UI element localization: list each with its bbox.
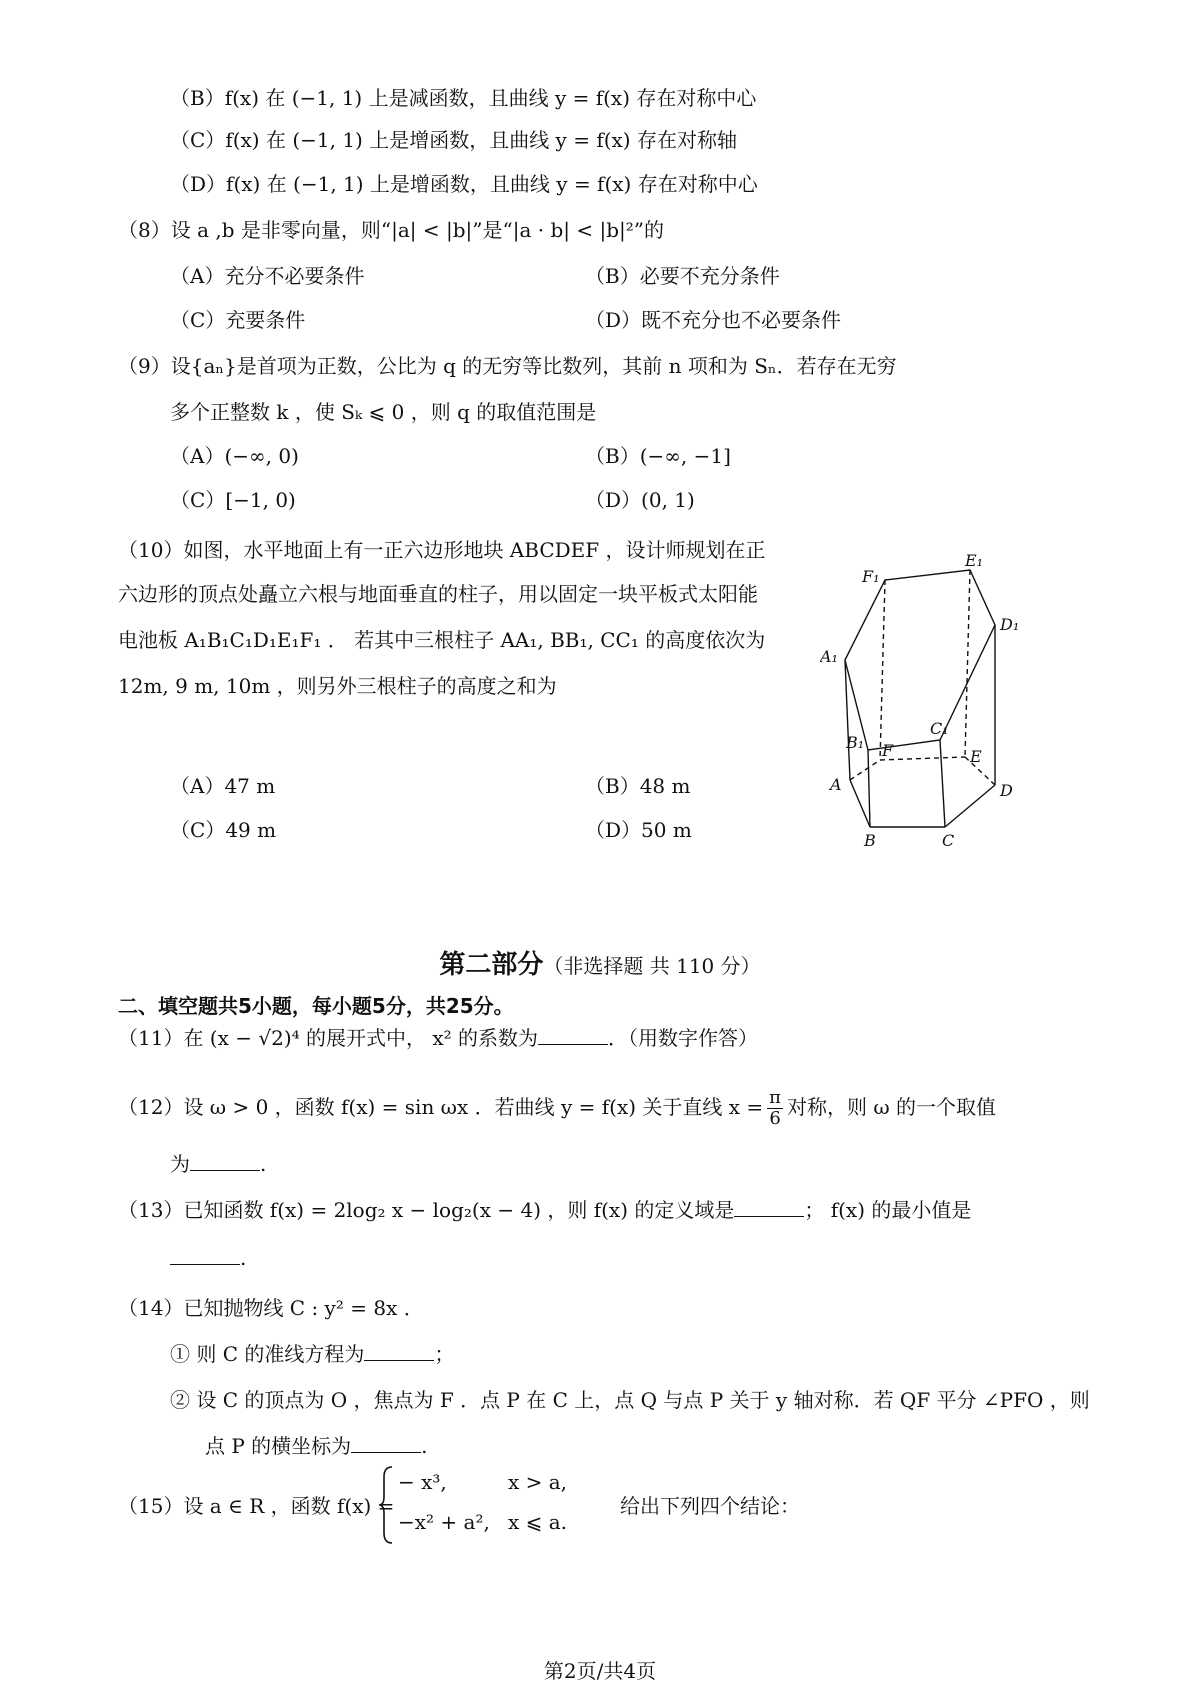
q13-minimum-blank[interactable] [170, 1246, 240, 1265]
q10-option-d: （D）50 m [585, 818, 692, 842]
q8-stem: （8）设 a ,b 是非零向量，则“|a| < |b|”是“|a · b| < |b|²”的 [118, 218, 664, 242]
q7-option-d: （D）f(x) 在 (−1, 1) 上是增函数，且曲线 y = f(x) 存在对称中心 [170, 172, 758, 196]
q8-option-b: （B）必要不充分条件 [585, 264, 780, 288]
q10-stem-line1: （10）如图，水平地面上有一正六边形地块 ABCDEF ，设计师规划在正 [118, 538, 766, 562]
q7-option-b: （B）f(x) 在 (−1, 1) 上是减函数，且曲线 y = f(x) 存在对称中心 [170, 86, 757, 110]
label-d1: D₁ [1000, 615, 1020, 634]
q14-stem: （14）已知抛物线 C : y² = 8x ． [118, 1296, 424, 1320]
q14-part2-line1: ② 设 C 的顶点为 O ，焦点为 F ．点 P 在 C 上，点 Q 与点 P 关于 y 轴对称．若 QF 平分 ∠PFO ，则 [170, 1388, 1090, 1412]
q12-answer-blank[interactable] [190, 1152, 260, 1171]
label-f: F [882, 741, 894, 760]
q10-stem-line3: 电池板 A₁B₁C₁D₁E₁F₁ ． 若其中三根柱子 AA₁, BB₁, CC₁ 的高度依次为 [118, 628, 766, 652]
hexagonal-prism-figure [820, 550, 1040, 850]
label-b: B [864, 831, 876, 850]
q9-stem-line2: 多个正整数 k ，使 Sₖ ⩽ 0 ，则 q 的取值范围是 [170, 400, 597, 424]
q9-option-d: （D）(0, 1) [585, 488, 695, 512]
label-a1: A₁ [820, 647, 838, 666]
q9-option-c: （C）[−1, 0) [170, 488, 296, 512]
q13-line2: . [170, 1244, 246, 1272]
q8-option-a: （A）充分不必要条件 [170, 264, 365, 288]
q7-option-c: （C）f(x) 在 (−1, 1) 上是增函数，且曲线 y = f(x) 存在对称轴 [170, 128, 737, 152]
q15-case2: −x² + a², x ⩽ a. [398, 1510, 568, 1534]
q13: （13）已知函数 f(x) = 2log₂ x − log₂(x − 4) ，则 f(x) 的定义域是 ； f(x) 的最小值是 [118, 1198, 972, 1222]
label-e: E [970, 747, 982, 766]
q12-fraction: $\frac{\pi}{6}$ [769, 1087, 781, 1129]
q8-option-d: （D）既不充分也不必要条件 [585, 308, 842, 332]
q9-option-a: （A）(−∞, 0) [170, 444, 299, 468]
q10-stem-line4: 12m, 9 m, 10m ，则另外三根柱子的高度之和为 [118, 674, 557, 698]
q15-brace [378, 1465, 394, 1545]
label-f1: F₁ [862, 567, 880, 586]
label-a: A [830, 775, 842, 794]
q9-stem-line1: （9）设{aₙ}是首项为正数，公比为 q 的无穷等比数列，其前 n 项和为 Sₙ．若存在无穷 [118, 354, 897, 378]
label-c1: C₁ [930, 719, 949, 738]
q11: （11）在 (x − √2)⁴ 的展开式中， x² 的系数为 ．（用数字作答） [118, 1026, 759, 1050]
q14-part1: ① 则 C 的准线方程为 ； [170, 1342, 455, 1366]
part2-title: 第二部分（非选择题 共 110 分） [439, 950, 761, 980]
q10-stem-line2: 六边形的顶点处矗立六根与地面垂直的柱子，用以固定一块平板式太阳能 [118, 582, 758, 606]
label-c: C [942, 831, 955, 850]
q10-option-c: （C）49 m [170, 818, 277, 842]
q14-part2-line2: 点 P 的横坐标为 . [205, 1434, 428, 1458]
q13-domain-blank[interactable] [734, 1198, 804, 1217]
q10-option-a: （A）47 m [170, 774, 276, 798]
q9-option-b: （B）(−∞, −1] [585, 444, 731, 468]
q11-answer-blank[interactable] [538, 1026, 608, 1045]
q12: （12）设 ω > 0 ，函数 f(x) = sin ωx ．若曲线 y = f(x) 关于直线 x = $\frac{\pi}{6}$ 对称，则 ω 的一个取值 [118, 1087, 997, 1129]
part2-subtitle: （非选择题 共 110 分） [543, 954, 761, 978]
q8-option-c: （C）充要条件 [170, 308, 306, 332]
page-footer: 第2页/共4页 [543, 1659, 657, 1683]
q14-directrix-blank[interactable] [364, 1342, 434, 1361]
q14-abscissa-blank[interactable] [351, 1434, 421, 1453]
label-d: D [1000, 781, 1013, 800]
label-b1: B₁ [846, 733, 865, 752]
q10-option-b: （B）48 m [585, 774, 691, 798]
q12-line2: 为 . [170, 1152, 267, 1176]
label-e1: E₁ [965, 551, 984, 570]
q15-after: 给出下列四个结论： [620, 1494, 800, 1518]
fill-in-heading: 二、填空题共5小题，每小题5分，共25分。 [118, 994, 514, 1018]
q15-case1: − x³, x > a, [398, 1470, 568, 1494]
q15-before: （15）设 a ∈ R ，函数 f(x) = [118, 1494, 395, 1518]
